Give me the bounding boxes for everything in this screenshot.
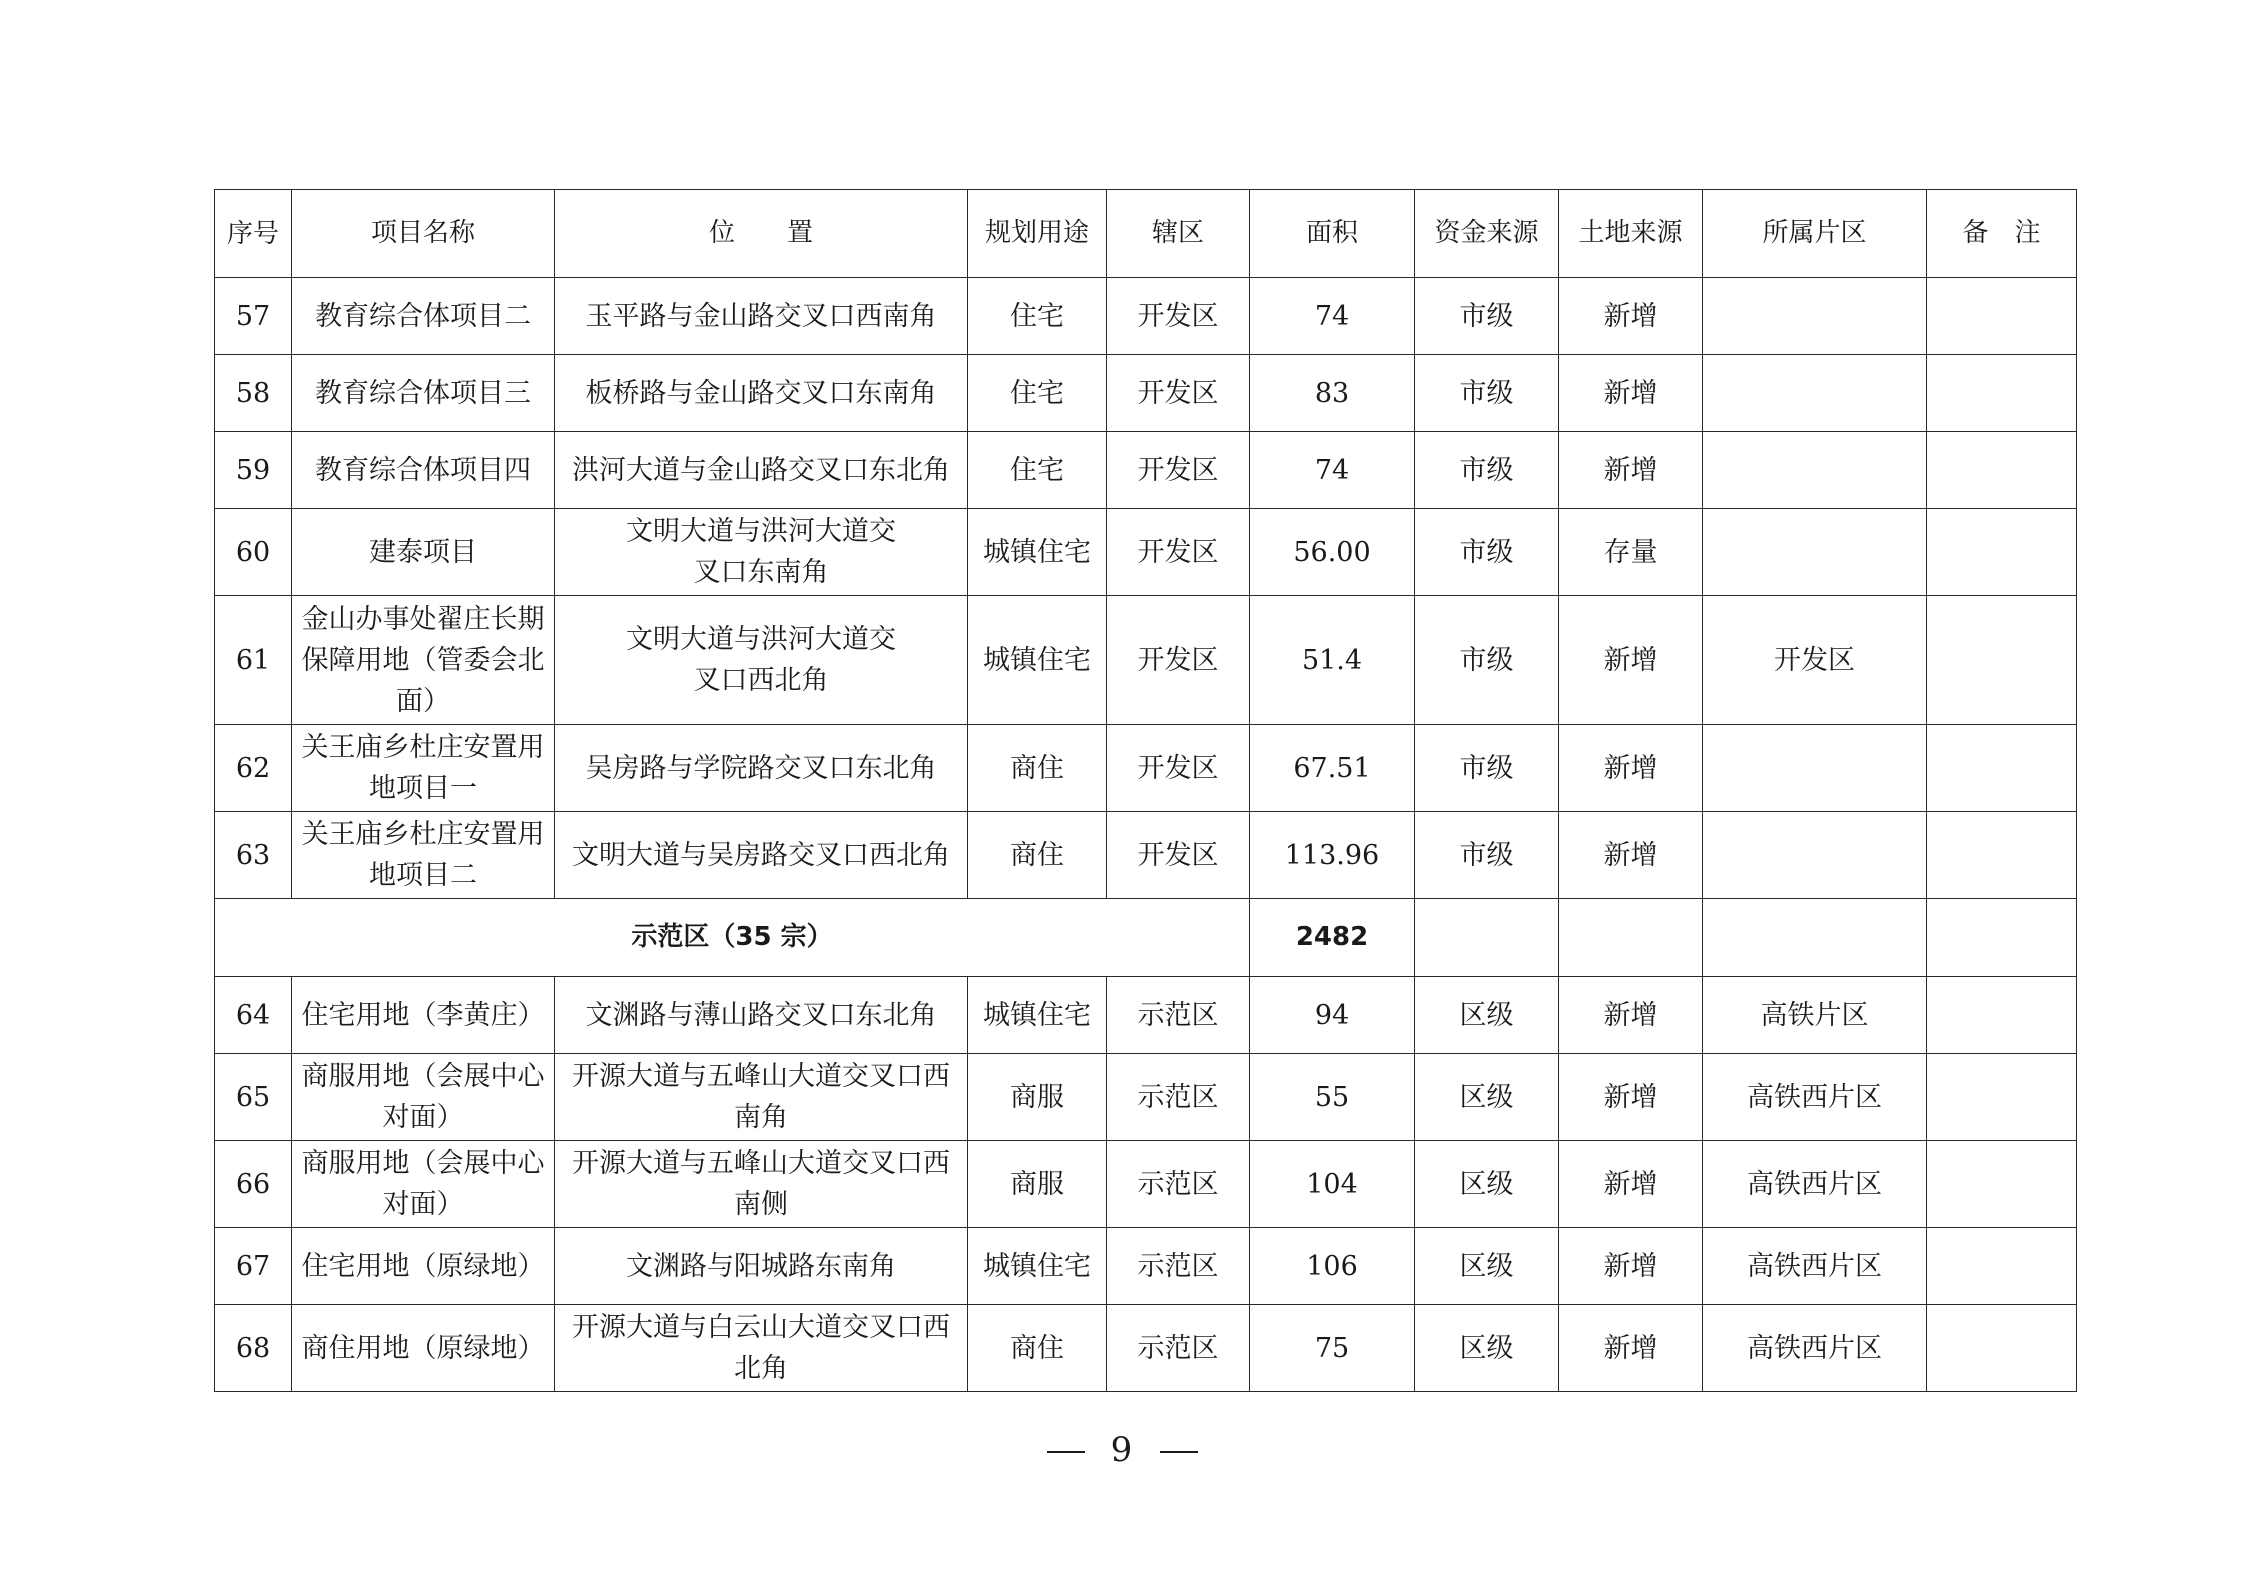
header-area: 面积 <box>1250 190 1415 278</box>
header-district: 辖区 <box>1107 190 1250 278</box>
cell-zone <box>1703 432 1927 509</box>
page-number-right-dash <box>1160 1451 1198 1453</box>
cell-area: 74 <box>1250 278 1415 355</box>
cell-fund: 市级 <box>1415 355 1559 432</box>
table-row <box>215 355 2077 432</box>
cell-location: 板桥路与金山路交叉口东南角 <box>555 355 968 432</box>
cell-area: 51.4 <box>1250 596 1415 725</box>
cell-zone: 高铁片区 <box>1703 977 1927 1054</box>
cell-remark <box>1927 1228 2077 1305</box>
cell-location: 开源大道与白云山大道交叉口西北角 <box>555 1305 968 1392</box>
cell-district: 开发区 <box>1107 812 1250 899</box>
cell-name: 教育综合体项目二 <box>292 278 555 355</box>
cell-fund: 市级 <box>1415 432 1559 509</box>
cell-seq: 59 <box>215 432 292 509</box>
cell-zone: 开发区 <box>1703 596 1927 725</box>
cell-name: 关王庙乡杜庄安置用地项目一 <box>292 725 555 812</box>
cell-area: 56.00 <box>1250 509 1415 596</box>
cell-usage: 商服 <box>968 1054 1107 1141</box>
cell-area: 106 <box>1250 1228 1415 1305</box>
cell-seq: 63 <box>215 812 292 899</box>
cell-remark <box>1927 278 2077 355</box>
section-label: 示范区（35 宗） <box>215 899 1250 977</box>
cell-land: 新增 <box>1559 1054 1703 1141</box>
cell-seq: 58 <box>215 355 292 432</box>
header-zone: 所属片区 <box>1703 190 1927 278</box>
cell-seq: 67 <box>215 1228 292 1305</box>
cell-fund: 区级 <box>1415 1141 1559 1228</box>
cell-seq: 57 <box>215 278 292 355</box>
cell-land: 新增 <box>1559 596 1703 725</box>
cell-district: 开发区 <box>1107 432 1250 509</box>
cell-zone: 高铁西片区 <box>1703 1141 1927 1228</box>
cell-location: 文明大道与洪河大道交叉口西北角 <box>555 596 968 725</box>
cell-district: 示范区 <box>1107 977 1250 1054</box>
cell-zone <box>1703 812 1927 899</box>
cell-zone: 高铁西片区 <box>1703 1305 1927 1392</box>
cell-district: 示范区 <box>1107 1228 1250 1305</box>
cell-location: 文渊路与薄山路交叉口东北角 <box>555 977 968 1054</box>
header-land: 土地来源 <box>1559 190 1703 278</box>
cell-usage: 城镇住宅 <box>968 509 1107 596</box>
cell-seq: 62 <box>215 725 292 812</box>
cell-remark <box>1927 1305 2077 1392</box>
cell-zone <box>1703 355 1927 432</box>
cell-area: 55 <box>1250 1054 1415 1141</box>
header-remark: 备 注 <box>1927 190 2077 278</box>
table-row <box>215 509 2077 596</box>
cell-area: 74 <box>1250 432 1415 509</box>
cell-fund: 市级 <box>1415 509 1559 596</box>
cell-usage: 住宅 <box>968 278 1107 355</box>
cell-zone <box>1703 278 1927 355</box>
cell-land: 新增 <box>1559 1141 1703 1228</box>
cell-name: 教育综合体项目四 <box>292 432 555 509</box>
cell-fund: 区级 <box>1415 1228 1559 1305</box>
cell-name: 关王庙乡杜庄安置用地项目二 <box>292 812 555 899</box>
cell-name: 商服用地（会展中心对面） <box>292 1141 555 1228</box>
cell-name: 建泰项目 <box>292 509 555 596</box>
section-summary-row <box>215 899 2077 977</box>
cell-zone <box>1703 509 1927 596</box>
cell-area: 104 <box>1250 1141 1415 1228</box>
cell-zone: 高铁西片区 <box>1703 1054 1927 1141</box>
cell-remark <box>1927 432 2077 509</box>
cell-area: 94 <box>1250 977 1415 1054</box>
cell-land: 新增 <box>1559 1228 1703 1305</box>
cell-zone: 高铁西片区 <box>1703 1228 1927 1305</box>
cell-remark <box>1927 1141 2077 1228</box>
cell-land: 新增 <box>1559 812 1703 899</box>
cell-location: 文明大道与洪河大道交叉口东南角 <box>555 509 968 596</box>
cell-remark <box>1927 596 2077 725</box>
table-row <box>215 1141 2077 1228</box>
cell-fund: 市级 <box>1415 812 1559 899</box>
cell-location: 开源大道与五峰山大道交叉口西南角 <box>555 1054 968 1141</box>
cell-name: 教育综合体项目三 <box>292 355 555 432</box>
cell-area: 67.51 <box>1250 725 1415 812</box>
cell-land <box>1559 899 1703 977</box>
cell-zone <box>1703 725 1927 812</box>
cell-usage: 城镇住宅 <box>968 977 1107 1054</box>
cell-land: 新增 <box>1559 355 1703 432</box>
header-seq: 序号 <box>215 190 292 278</box>
cell-land: 新增 <box>1559 725 1703 812</box>
cell-zone <box>1703 899 1927 977</box>
header-location: 位 置 <box>555 190 968 278</box>
cell-location: 开源大道与五峰山大道交叉口西南侧 <box>555 1141 968 1228</box>
cell-district: 示范区 <box>1107 1141 1250 1228</box>
cell-fund <box>1415 899 1559 977</box>
page-number-value: 9 <box>1110 1430 1135 1470</box>
cell-remark <box>1927 1054 2077 1141</box>
cell-seq: 66 <box>215 1141 292 1228</box>
cell-usage: 商住 <box>968 812 1107 899</box>
cell-location: 吴房路与学院路交叉口东北角 <box>555 725 968 812</box>
section-area-total: 2482 <box>1250 899 1415 977</box>
cell-land: 新增 <box>1559 977 1703 1054</box>
cell-fund: 市级 <box>1415 596 1559 725</box>
cell-name: 住宅用地（原绿地） <box>292 1228 555 1305</box>
cell-district: 开发区 <box>1107 596 1250 725</box>
page-number-left-dash <box>1047 1451 1085 1453</box>
table-row <box>215 432 2077 509</box>
cell-remark <box>1927 355 2077 432</box>
cell-area: 113.96 <box>1250 812 1415 899</box>
cell-location: 文明大道与吴房路交叉口西北角 <box>555 812 968 899</box>
cell-fund: 区级 <box>1415 1305 1559 1392</box>
cell-district: 开发区 <box>1107 355 1250 432</box>
cell-location: 文渊路与阳城路东南角 <box>555 1228 968 1305</box>
cell-area: 75 <box>1250 1305 1415 1392</box>
header-usage: 规划用途 <box>968 190 1107 278</box>
table-header-row <box>215 190 2077 278</box>
cell-usage: 住宅 <box>968 355 1107 432</box>
cell-usage: 商住 <box>968 725 1107 812</box>
header-fund: 资金来源 <box>1415 190 1559 278</box>
cell-usage: 城镇住宅 <box>968 1228 1107 1305</box>
cell-usage: 住宅 <box>968 432 1107 509</box>
cell-seq: 60 <box>215 509 292 596</box>
cell-location: 洪河大道与金山路交叉口东北角 <box>555 432 968 509</box>
table-row <box>215 1228 2077 1305</box>
cell-name: 金山办事处翟庄长期保障用地（管委会北面） <box>292 596 555 725</box>
table-row <box>215 977 2077 1054</box>
cell-seq: 61 <box>215 596 292 725</box>
table-row <box>215 278 2077 355</box>
cell-district: 示范区 <box>1107 1054 1250 1141</box>
cell-land: 新增 <box>1559 278 1703 355</box>
cell-land: 存量 <box>1559 509 1703 596</box>
cell-remark <box>1927 509 2077 596</box>
cell-remark <box>1927 725 2077 812</box>
cell-fund: 区级 <box>1415 977 1559 1054</box>
cell-fund: 市级 <box>1415 725 1559 812</box>
cell-usage: 商服 <box>968 1141 1107 1228</box>
table-row <box>215 1305 2077 1392</box>
cell-remark <box>1927 977 2077 1054</box>
table-row <box>215 725 2077 812</box>
cell-fund: 市级 <box>1415 278 1559 355</box>
cell-seq: 68 <box>215 1305 292 1392</box>
page-number <box>0 1430 2245 1470</box>
table-row <box>215 596 2077 725</box>
table-row <box>215 1054 2077 1141</box>
cell-district: 示范区 <box>1107 1305 1250 1392</box>
table-row <box>215 812 2077 899</box>
cell-location: 玉平路与金山路交叉口西南角 <box>555 278 968 355</box>
cell-name: 住宅用地（李黄庄） <box>292 977 555 1054</box>
cell-seq: 65 <box>215 1054 292 1141</box>
cell-name: 商服用地（会展中心对面） <box>292 1054 555 1141</box>
cell-land: 新增 <box>1559 432 1703 509</box>
cell-remark <box>1927 812 2077 899</box>
cell-area: 83 <box>1250 355 1415 432</box>
cell-seq: 64 <box>215 977 292 1054</box>
cell-remark <box>1927 899 2077 977</box>
header-name: 项目名称 <box>292 190 555 278</box>
land-plan-table <box>214 189 2077 1392</box>
cell-usage: 商住 <box>968 1305 1107 1392</box>
cell-land: 新增 <box>1559 1305 1703 1392</box>
cell-district: 开发区 <box>1107 278 1250 355</box>
cell-usage: 城镇住宅 <box>968 596 1107 725</box>
cell-district: 开发区 <box>1107 509 1250 596</box>
cell-fund: 区级 <box>1415 1054 1559 1141</box>
cell-name: 商住用地（原绿地） <box>292 1305 555 1392</box>
cell-district: 开发区 <box>1107 725 1250 812</box>
